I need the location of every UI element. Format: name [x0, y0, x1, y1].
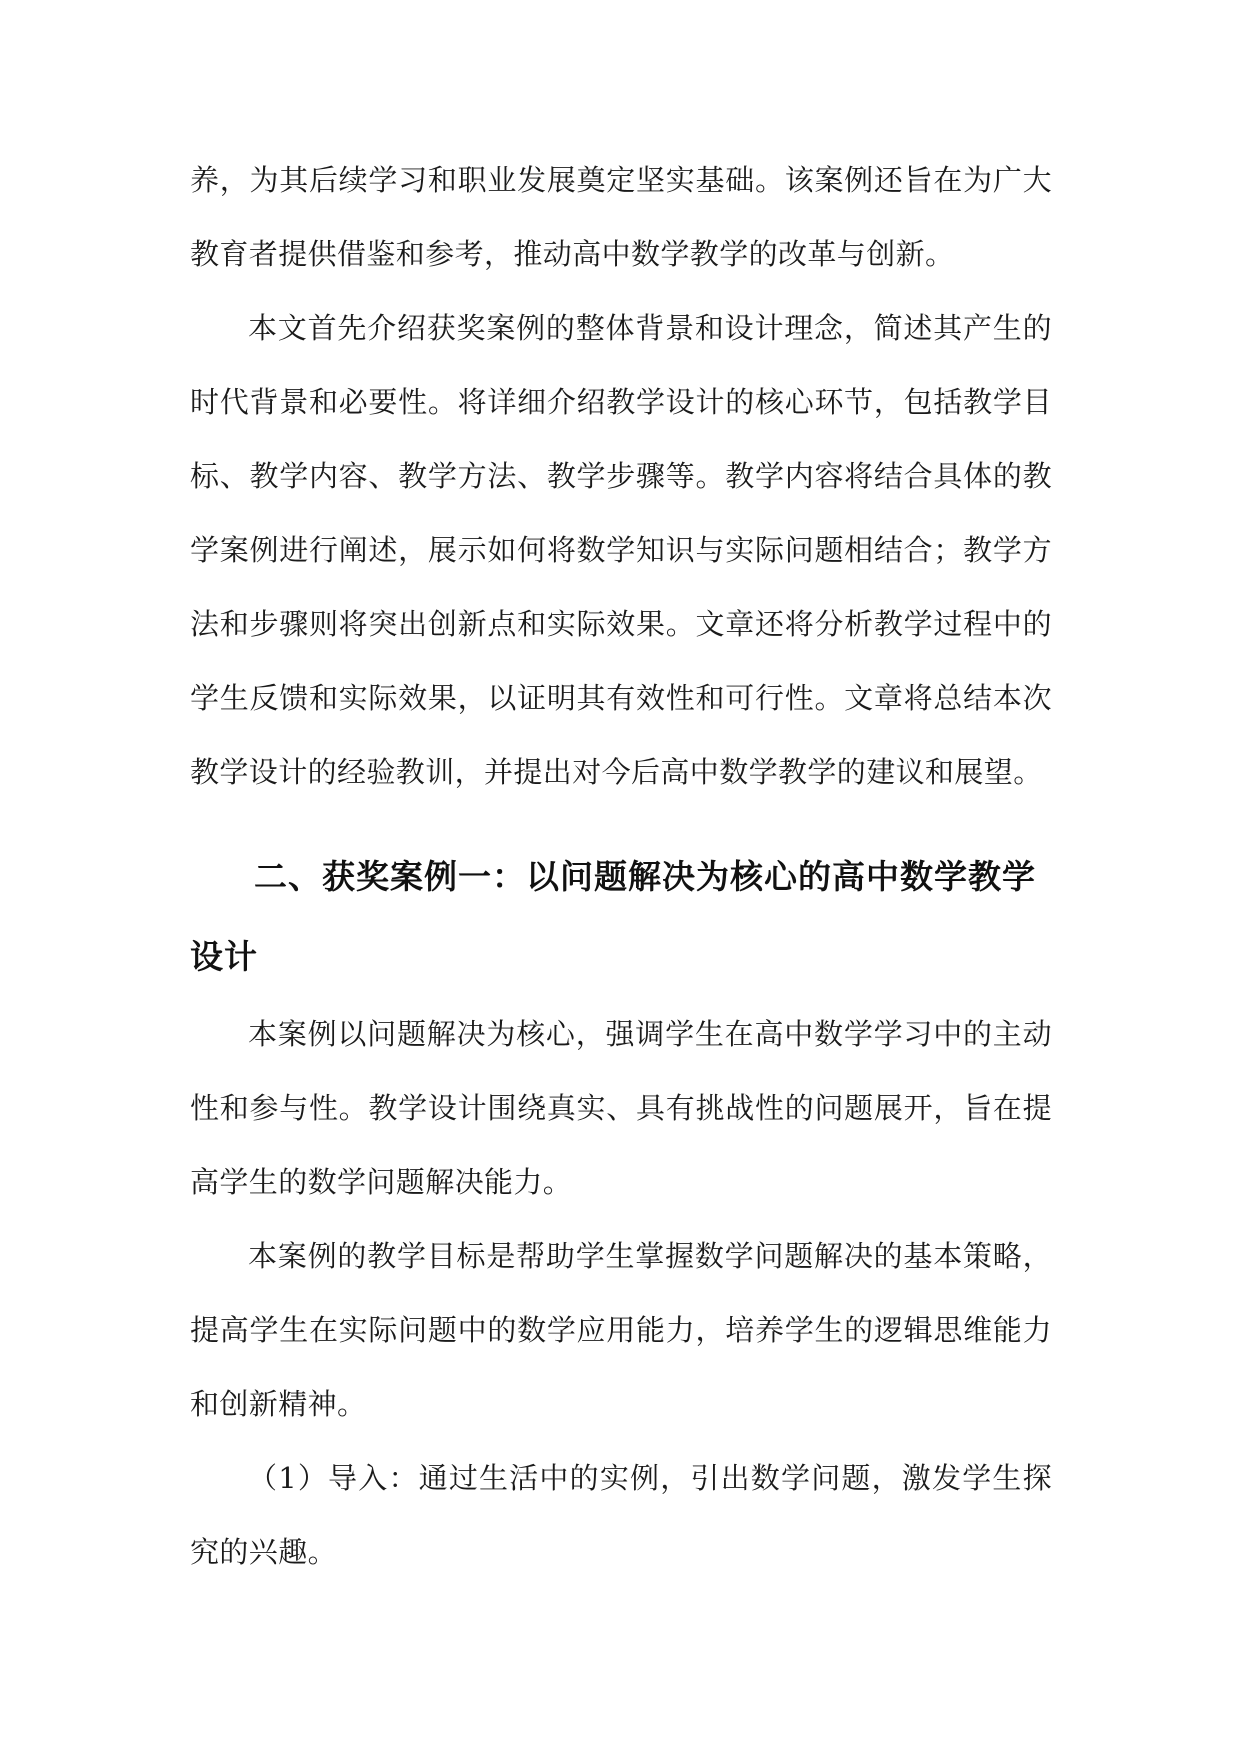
paragraph-step-introduction: （1）导入：通过生活中的实例，引出数学问题，激发学生探究的兴趣。 [190, 1461, 1052, 1569]
document-body [190, 143, 1052, 1589]
paragraph-teaching-goals: 本案例的教学目标是帮助学生掌握数学问题解决的基本策略，提高学生在实际问题中的数学应用能力，培养学生的逻辑思维能力和创新精神。 [190, 1239, 1052, 1421]
section-heading: 二、获奖案例一：以问题解决为核心的高中数学教学设计 [190, 857, 1036, 976]
paragraph-continuation: 养，为其后续学习和职业发展奠定坚实基础。该案例还旨在为广大教育者提供借鉴和参考，推动高中数学教学的改革与创新。 [190, 163, 1052, 271]
paragraph-case-core: 本案例以问题解决为核心，强调学生在高中数学学习中的主动性和参与性。教学设计围绕真实、具有挑战性的问题展开，旨在提高学生的数学问题解决能力。 [190, 1017, 1052, 1199]
paragraph-intro-outline: 本文首先介绍获奖案例的整体背景和设计理念，简述其产生的时代背景和必要性。将详细介绍教学设计的核心环节，包括教学目标、教学内容、教学方法、教学步骤等。教学内容将结合具体的教学案例进行阐述，展示如何将数学知识与实际问题相结合；教学方法和步骤则将突出创新点和实际效果。文章还将分析教学过程中的学生反馈和实际效果，以证明其有效性和可行性。文章将总结本次教学设计的经验教训，并提出对今后高中数学教学的建议和展望。 [190, 311, 1052, 789]
